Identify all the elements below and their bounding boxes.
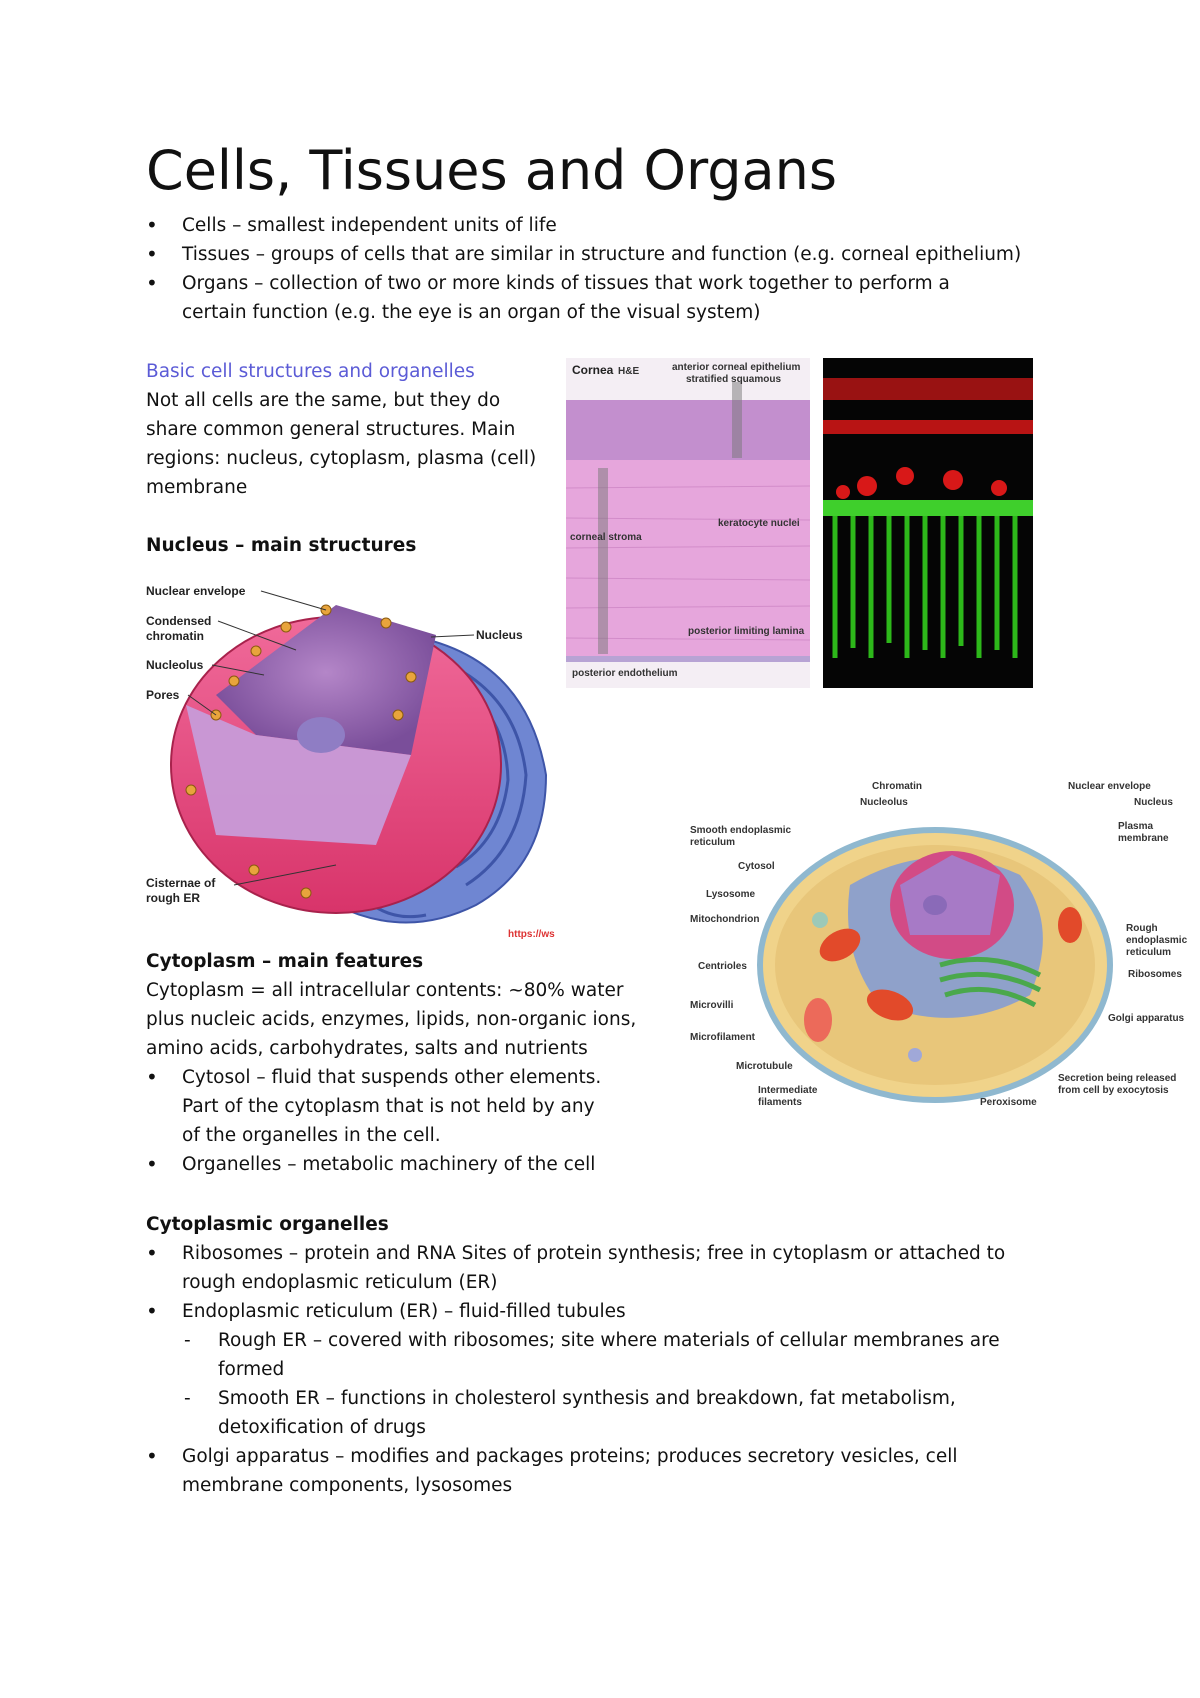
cell-label-cytosol: Cytosol	[738, 861, 775, 872]
cornea-stain: H&E	[618, 366, 640, 377]
cell-label-rough-1: Rough	[1126, 923, 1158, 934]
cell-label-peroxisome: Peroxisome	[980, 1097, 1037, 1108]
nucleus-diagram	[146, 575, 566, 943]
label-cisternae-1: Cisternae of	[146, 876, 216, 890]
cell-label-rough-3: reticulum	[1126, 947, 1172, 958]
list-item: • Cells – smallest independent units of life	[146, 211, 1026, 240]
list-item: • Golgi apparatus – modifies and packages proteins; produces secretory vesicles, cell membrane components, lysosomes	[146, 1442, 1042, 1500]
organelles-list	[146, 1239, 1066, 1500]
intro-list	[146, 211, 1026, 327]
cell-label-chromatin: Chromatin	[872, 781, 922, 792]
cornea-histology	[566, 358, 810, 688]
cell-label-nucleolus: Nucleolus	[860, 797, 908, 808]
list-item: • Organs – collection of two or more kinds of tissues that work together to perform a certain function (e.g. the eye is an organ of the visual system)	[146, 269, 962, 327]
cell-label-secretion-2: from cell by exocytosis	[1058, 1085, 1169, 1096]
list-item: • Ribosomes – protein and RNA Sites of protein synthesis; free in cytoplasm or attached to rough endoplasmic reticulum (ER)	[146, 1239, 1022, 1297]
label-nuclear-envelope: Nuclear envelope	[146, 584, 246, 598]
organelles-list-container	[146, 1239, 1066, 1500]
cell-figure	[690, 775, 1188, 1127]
cell-label-centrioles: Centrioles	[698, 961, 747, 972]
cell-label-intermediate-1: Intermediate	[758, 1085, 818, 1096]
nucleus-figure	[146, 575, 566, 943]
cornea-keratocyte: keratocyte nuclei	[718, 518, 800, 529]
cell-label-plasma-1: Plasma	[1118, 821, 1154, 832]
cornea-label: Cornea	[572, 363, 614, 377]
cell-label-microvilli: Microvilli	[690, 1000, 734, 1011]
label-chromatin: chromatin	[146, 629, 205, 643]
label-nucleus: Nucleus	[476, 628, 523, 642]
basic-text: Not all cells are the same, but they do share common general structures. Main regions: nucleus, cytoplasm, plasma (cell) membrane	[146, 390, 537, 498]
page-title: Cells, Tissues and Organs	[146, 139, 837, 202]
list-item: - Rough ER – covered with ribosomes; site where materials of cellular membranes are formed	[182, 1326, 1066, 1384]
cornea-figure	[566, 358, 810, 688]
cell-label-nucleus: Nucleus	[1134, 797, 1173, 808]
cell-label-lysosome: Lysosome	[706, 889, 756, 900]
cell-label-rough-2: endoplasmic	[1126, 935, 1188, 946]
fluorescence-image	[823, 358, 1033, 688]
cytoplasm-text: Cytoplasm = all intracellular contents: ~80% water plus nucleic acids, enzymes, lipids, non-organic ions, amino acids, carbohydrates, salts and nutrients	[146, 980, 637, 1059]
cornea-endothelium: posterior endothelium	[572, 668, 678, 679]
cytoplasm-heading: Cytoplasm – main features	[146, 951, 424, 972]
cell-label-golgi: Golgi apparatus	[1108, 1013, 1185, 1024]
label-condensed: Condensed	[146, 614, 212, 628]
cytoplasm-list-container	[146, 1063, 646, 1179]
er-sublist	[182, 1326, 1066, 1442]
cell-label-nuclear-envelope: Nuclear envelope	[1068, 781, 1151, 792]
cell-label-intermediate-2: filaments	[758, 1097, 802, 1108]
cornea-limiting: posterior limiting lamina	[688, 626, 805, 637]
organelles-heading: Cytoplasmic organelles	[146, 1214, 389, 1235]
label-nucleolus: Nucleolus	[146, 658, 204, 672]
cell-label-microfilament: Microfilament	[690, 1032, 756, 1043]
nucleus-heading: Nucleus – main structures	[146, 535, 417, 556]
list-item: • Tissues – groups of cells that are similar in structure and function (e.g. corneal epithelium)	[146, 240, 1026, 269]
intro-list-container	[146, 211, 1026, 327]
cell-diagram	[690, 775, 1188, 1127]
cell-label-secretion-1: Secretion being released	[1058, 1073, 1177, 1084]
cell-label-microtubule: Microtubule	[736, 1061, 793, 1072]
list-item: - Smooth ER – functions in cholesterol synthesis and breakdown, fat metabolism, detoxification of drugs	[182, 1384, 978, 1442]
list-item: • Cytosol – fluid that suspends other elements. Part of the cytoplasm that is not held by any of the organelles in the cell.	[146, 1063, 614, 1150]
cell-label-ribosomes: Ribosomes	[1128, 969, 1182, 980]
er-text: Endoplasmic reticulum (ER) – fluid-filled tubules	[182, 1301, 626, 1322]
cell-label-ser-1: Smooth endoplasmic	[690, 825, 792, 836]
cornea-epithelium-2: stratified squamous	[686, 374, 782, 385]
cell-label-ser-2: reticulum	[690, 837, 736, 848]
cell-label-mitochondrion: Mitochondrion	[690, 914, 760, 925]
label-pores: Pores	[146, 688, 180, 702]
cell-label-plasma-2: membrane	[1118, 833, 1169, 844]
list-item: • Organelles – metabolic machinery of the cell	[146, 1150, 646, 1179]
label-cisternae-2: rough ER	[146, 891, 200, 905]
fluorescence-figure	[823, 358, 1033, 688]
cornea-stroma: corneal stroma	[570, 532, 642, 543]
list-item	[146, 1297, 1066, 1442]
cornea-epithelium-1: anterior corneal epithelium	[672, 362, 801, 373]
basic-heading: Basic cell structures and organelles	[146, 361, 475, 382]
source-link[interactable]: https://ws	[508, 929, 555, 940]
cytoplasm-list	[146, 1063, 646, 1179]
